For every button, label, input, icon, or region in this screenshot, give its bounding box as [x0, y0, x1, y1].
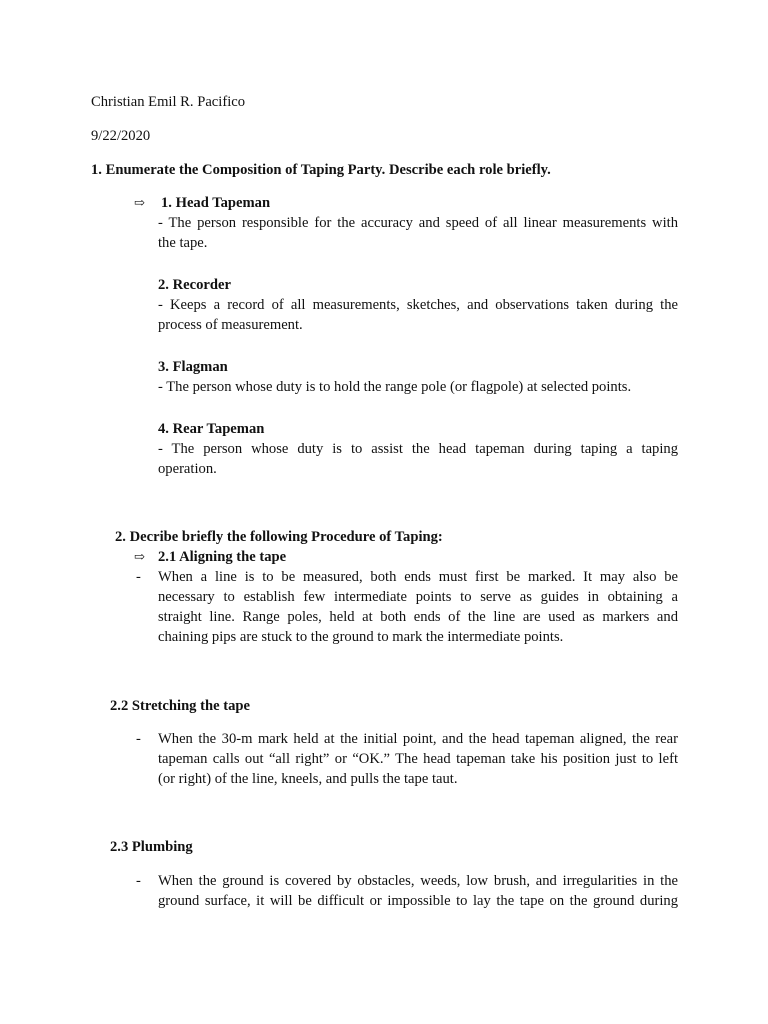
section-heading-stretching: 2.2 Stretching the tape [110, 698, 250, 714]
section-text-line: necessary to establish few intermediate points to serve as guides in obtaining a [158, 589, 678, 605]
section-text-line: When the 30-m mark held at the initial point, and the head tapeman aligned, the rear [158, 731, 678, 747]
role-desc-line: process of measurement. [158, 317, 303, 333]
section-heading-plumbing: 2.3 Plumbing [110, 839, 193, 855]
section-text-line: ground surface, it will be difficult or impossible to lay the tape on the ground during [158, 893, 678, 909]
dash-bullet: - [136, 731, 141, 747]
role-desc-line: operation. [158, 461, 217, 477]
dash-bullet: - [136, 569, 141, 585]
role-desc-line: the tape. [158, 235, 208, 251]
arrow-bullet-icon: ⇨ [134, 195, 145, 210]
document-date: 9/22/2020 [91, 128, 151, 144]
role-desc-line: - The person whose duty is to assist the head tapeman during taping a taping [158, 441, 678, 457]
section-heading-aligning: 2.1 Aligning the tape [158, 549, 287, 565]
role-heading-head-tapeman: 1. Head Tapeman [161, 195, 271, 211]
section-text-line: chaining pips are stuck to the ground to mark the intermediate points. [158, 629, 564, 645]
dash-bullet: - [136, 873, 141, 889]
section-text-line: tapeman calls out “all right” or “OK.” The head tapeman take his position just to left [158, 751, 678, 767]
section-text-line: straight line. Range poles, held at both ends of the line are used as markers and [158, 609, 678, 625]
role-desc-line: - The person responsible for the accuracy and speed of all linear measurements with [158, 215, 678, 231]
role-desc-line: - The person whose duty is to hold the range pole (or flagpole) at selected points. [158, 379, 632, 395]
role-heading-rear-tapeman: 4. Rear Tapeman [158, 421, 265, 437]
role-heading-recorder: 2. Recorder [158, 277, 231, 293]
author-name: Christian Emil R. Pacifico [91, 94, 246, 110]
question-1-title: 1. Enumerate the Composition of Taping Party. Describe each role briefly. [91, 162, 551, 178]
section-text-line: When the ground is covered by obstacles, weeds, low brush, and irregularities in the [158, 873, 678, 889]
question-2-title: 2. Decribe briefly the following Procedure of Taping: [115, 529, 443, 545]
section-text-line: When a line is to be measured, both ends must first be marked. It may also be [158, 569, 678, 585]
arrow-bullet-icon: ⇨ [134, 549, 145, 564]
role-heading-flagman: 3. Flagman [158, 359, 228, 375]
section-text-line: (or right) of the line, kneels, and pulls the tape taut. [158, 771, 458, 787]
role-desc-line: - Keeps a record of all measurements, sketches, and observations taken during the [158, 297, 678, 313]
